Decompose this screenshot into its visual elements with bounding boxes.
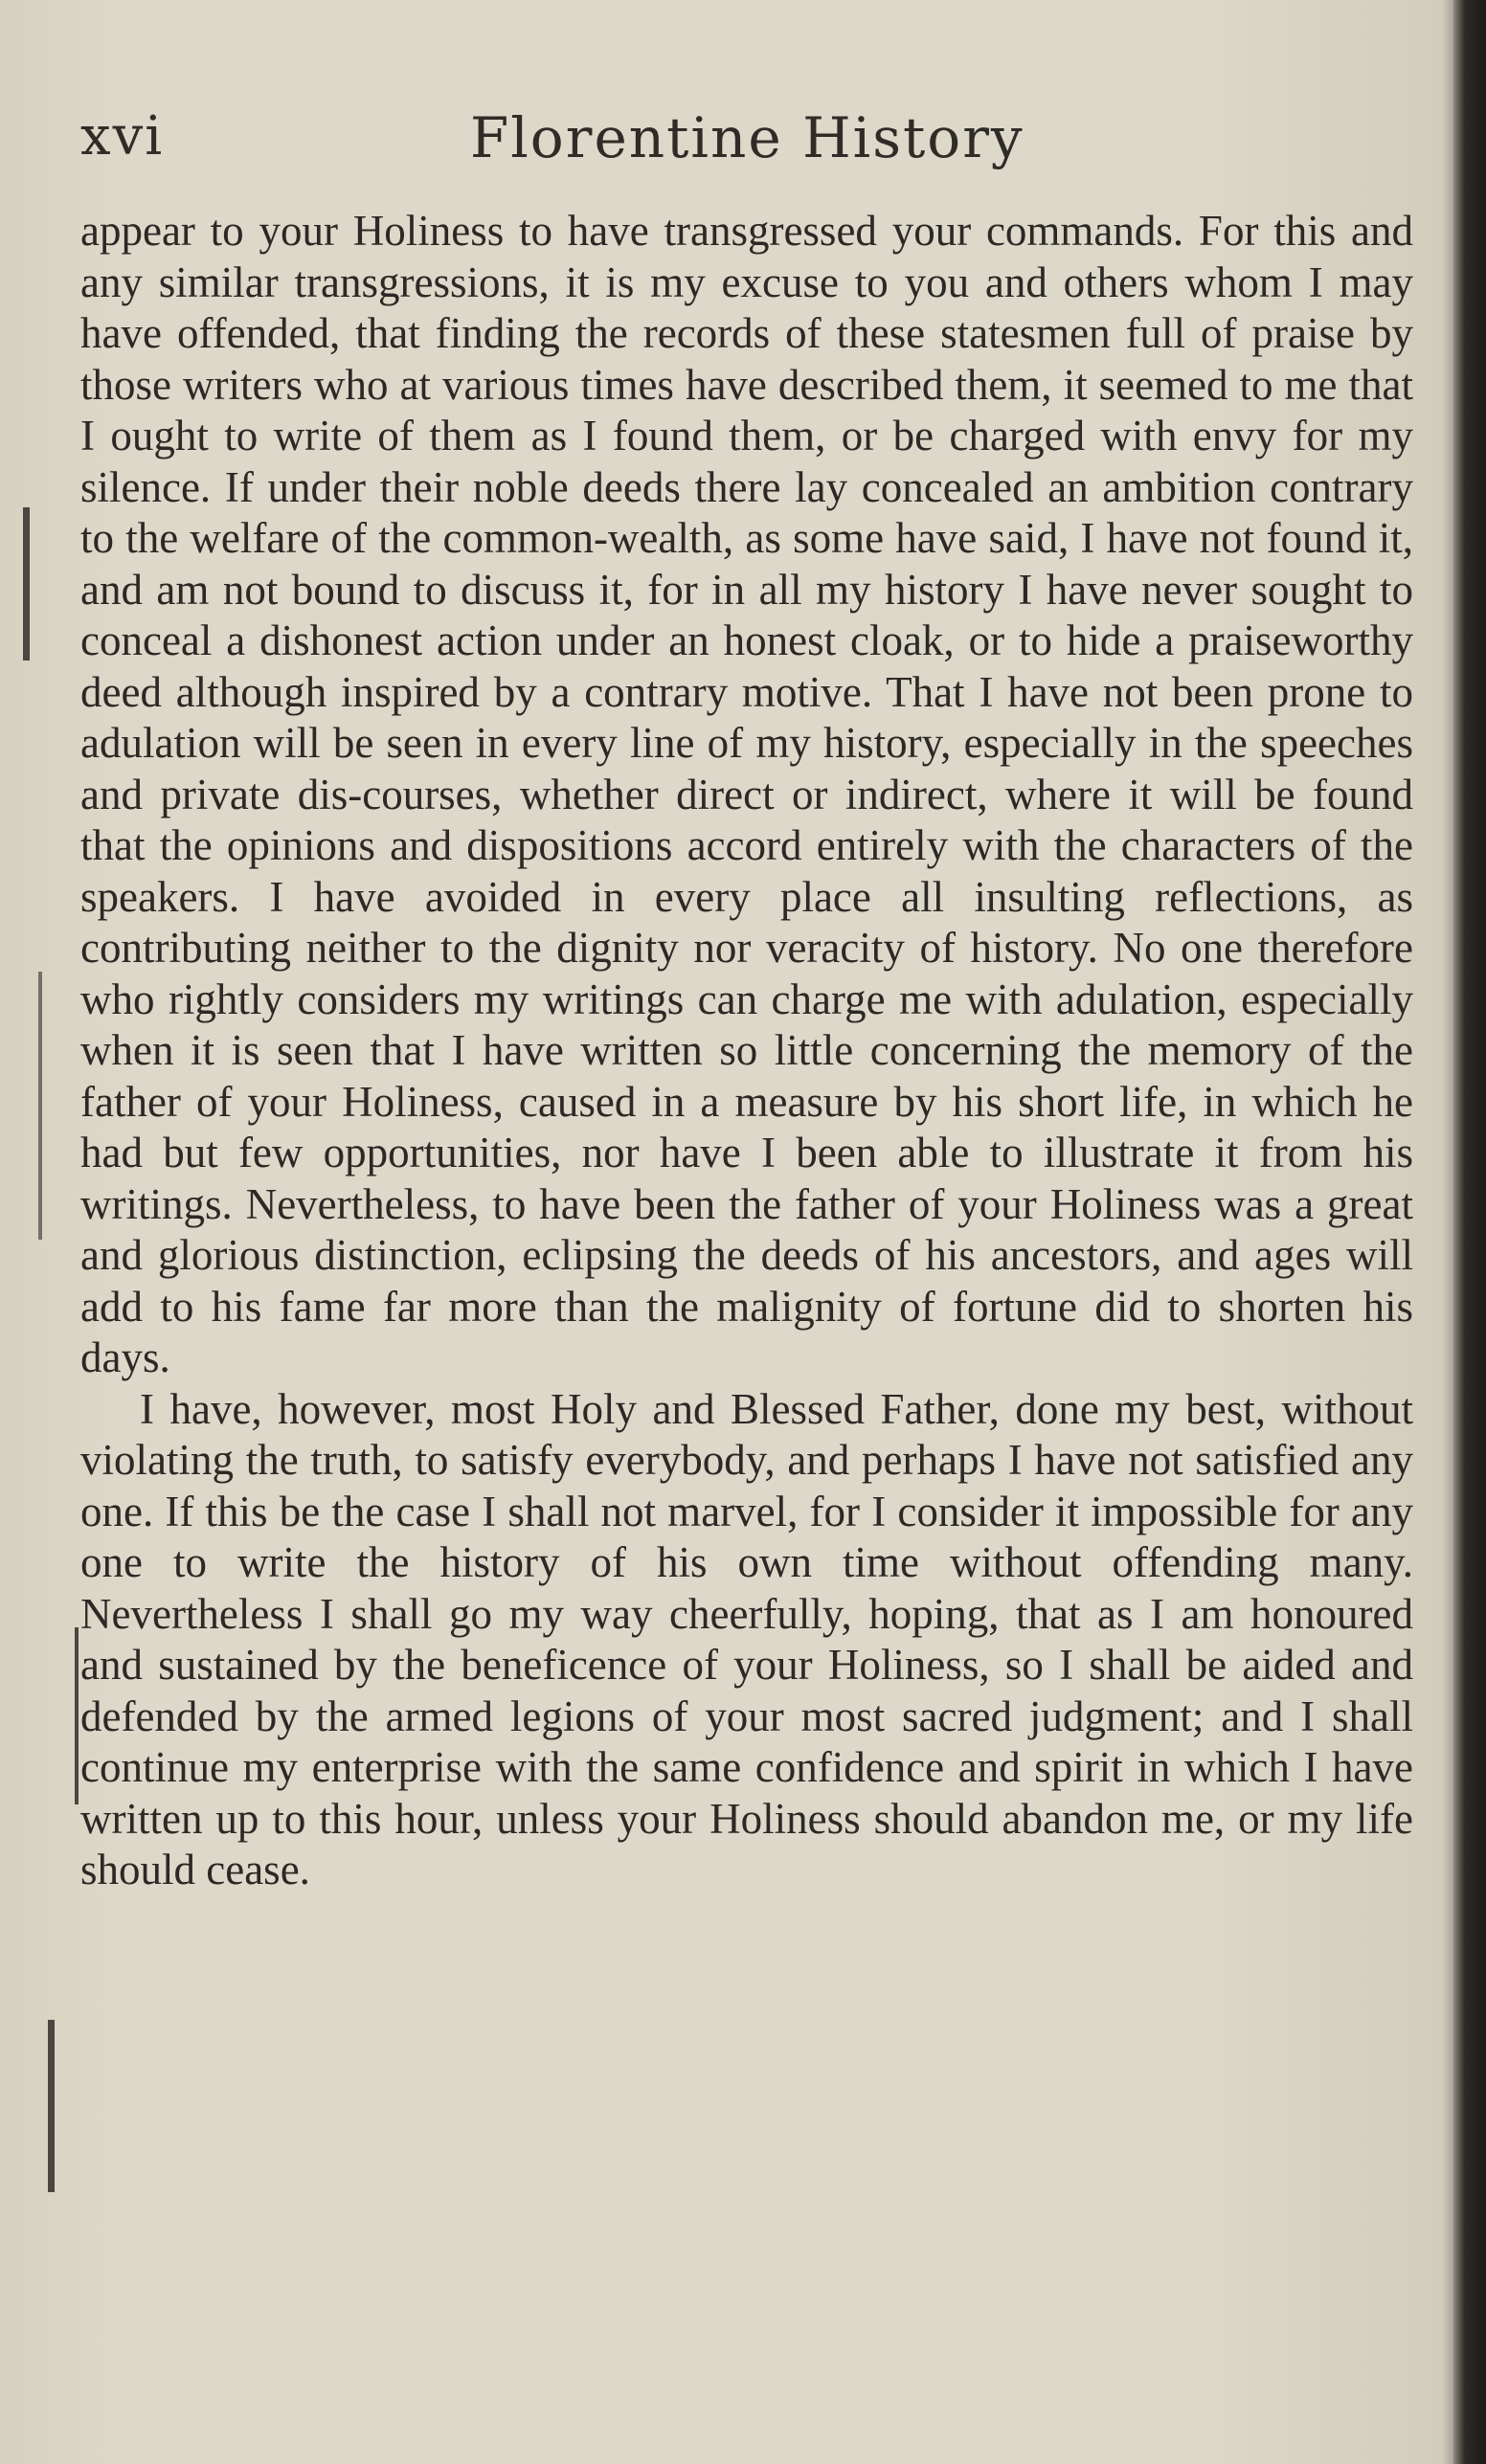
- margin-bracket-mark: [38, 972, 42, 1240]
- page-header: [80, 105, 1421, 182]
- margin-bracket-mark: [23, 507, 30, 661]
- body-text: [80, 206, 1413, 1896]
- page-number: xvi: [80, 105, 165, 168]
- book-gutter: [1453, 0, 1486, 2464]
- margin-bracket-mark: [48, 2020, 55, 2192]
- paragraph: I have, however, most Holy and Blessed Father, done my best, without violating the truth, to satisfy everybody, and perhaps I have not satisfied any one. If this be the case I shall not marvel, for I consider it impossible for any one to write the history of his own time without offending many. Nevertheless I shall go my way cheerfully, hoping, that as I am honoured and sustained by the beneficence of your Holiness, so I shall be aided and defended by the armed legions of your most sacred judgment; and I shall continue my enterprise with the same confidence and spirit in which I have written up to this hour, unless your Holiness should abandon me, or my life should cease.: [80, 1384, 1413, 1893]
- running-title: Florentine History: [470, 105, 1024, 170]
- paragraph: appear to your Holiness to have transgressed your commands. For this and any similar transgressions, it is my excuse to you and others whom I may have offended, that finding the records of these statesmen full of praise by those writers who at various times have described them, it seemed to me that I ought to write of them as I found them, or be charged with envy for my silence. If under their noble deeds there lay concealed an ambition contrary to the welfare of the common-wealth, as some have said, I have not found it, and am not bound to discuss it, for in all my history I have never sought to conceal a dishonest action under an honest cloak, or to hide a praiseworthy deed although inspired by a contrary motive. That I have not been prone to adulation will be seen in every line of my history, especially in the speeches and private dis-courses, whether direct or indirect, where it will be found that the opinions and dispositions accord entirely with the characters of the speakers. I have avoided in every place all insulting reflections, as contributing neither to the dignity nor veracity of history. No one therefore who rightly considers my writings can charge me with adulation, especially when it is seen that I have written so little concerning the memory of the father of your Holiness, caused in a measure by his short life, in which he had but few opportunities, nor have I been able to illustrate it from his writings. Nevertheless, to have been the father of your Holiness was a great and glorious distinction, eclipsing the deeds of his ancestors, and ages will add to his fame far more than the malignity of fortune did to shorten his days.: [80, 207, 1413, 1381]
- margin-bracket-mark: [75, 1627, 79, 1804]
